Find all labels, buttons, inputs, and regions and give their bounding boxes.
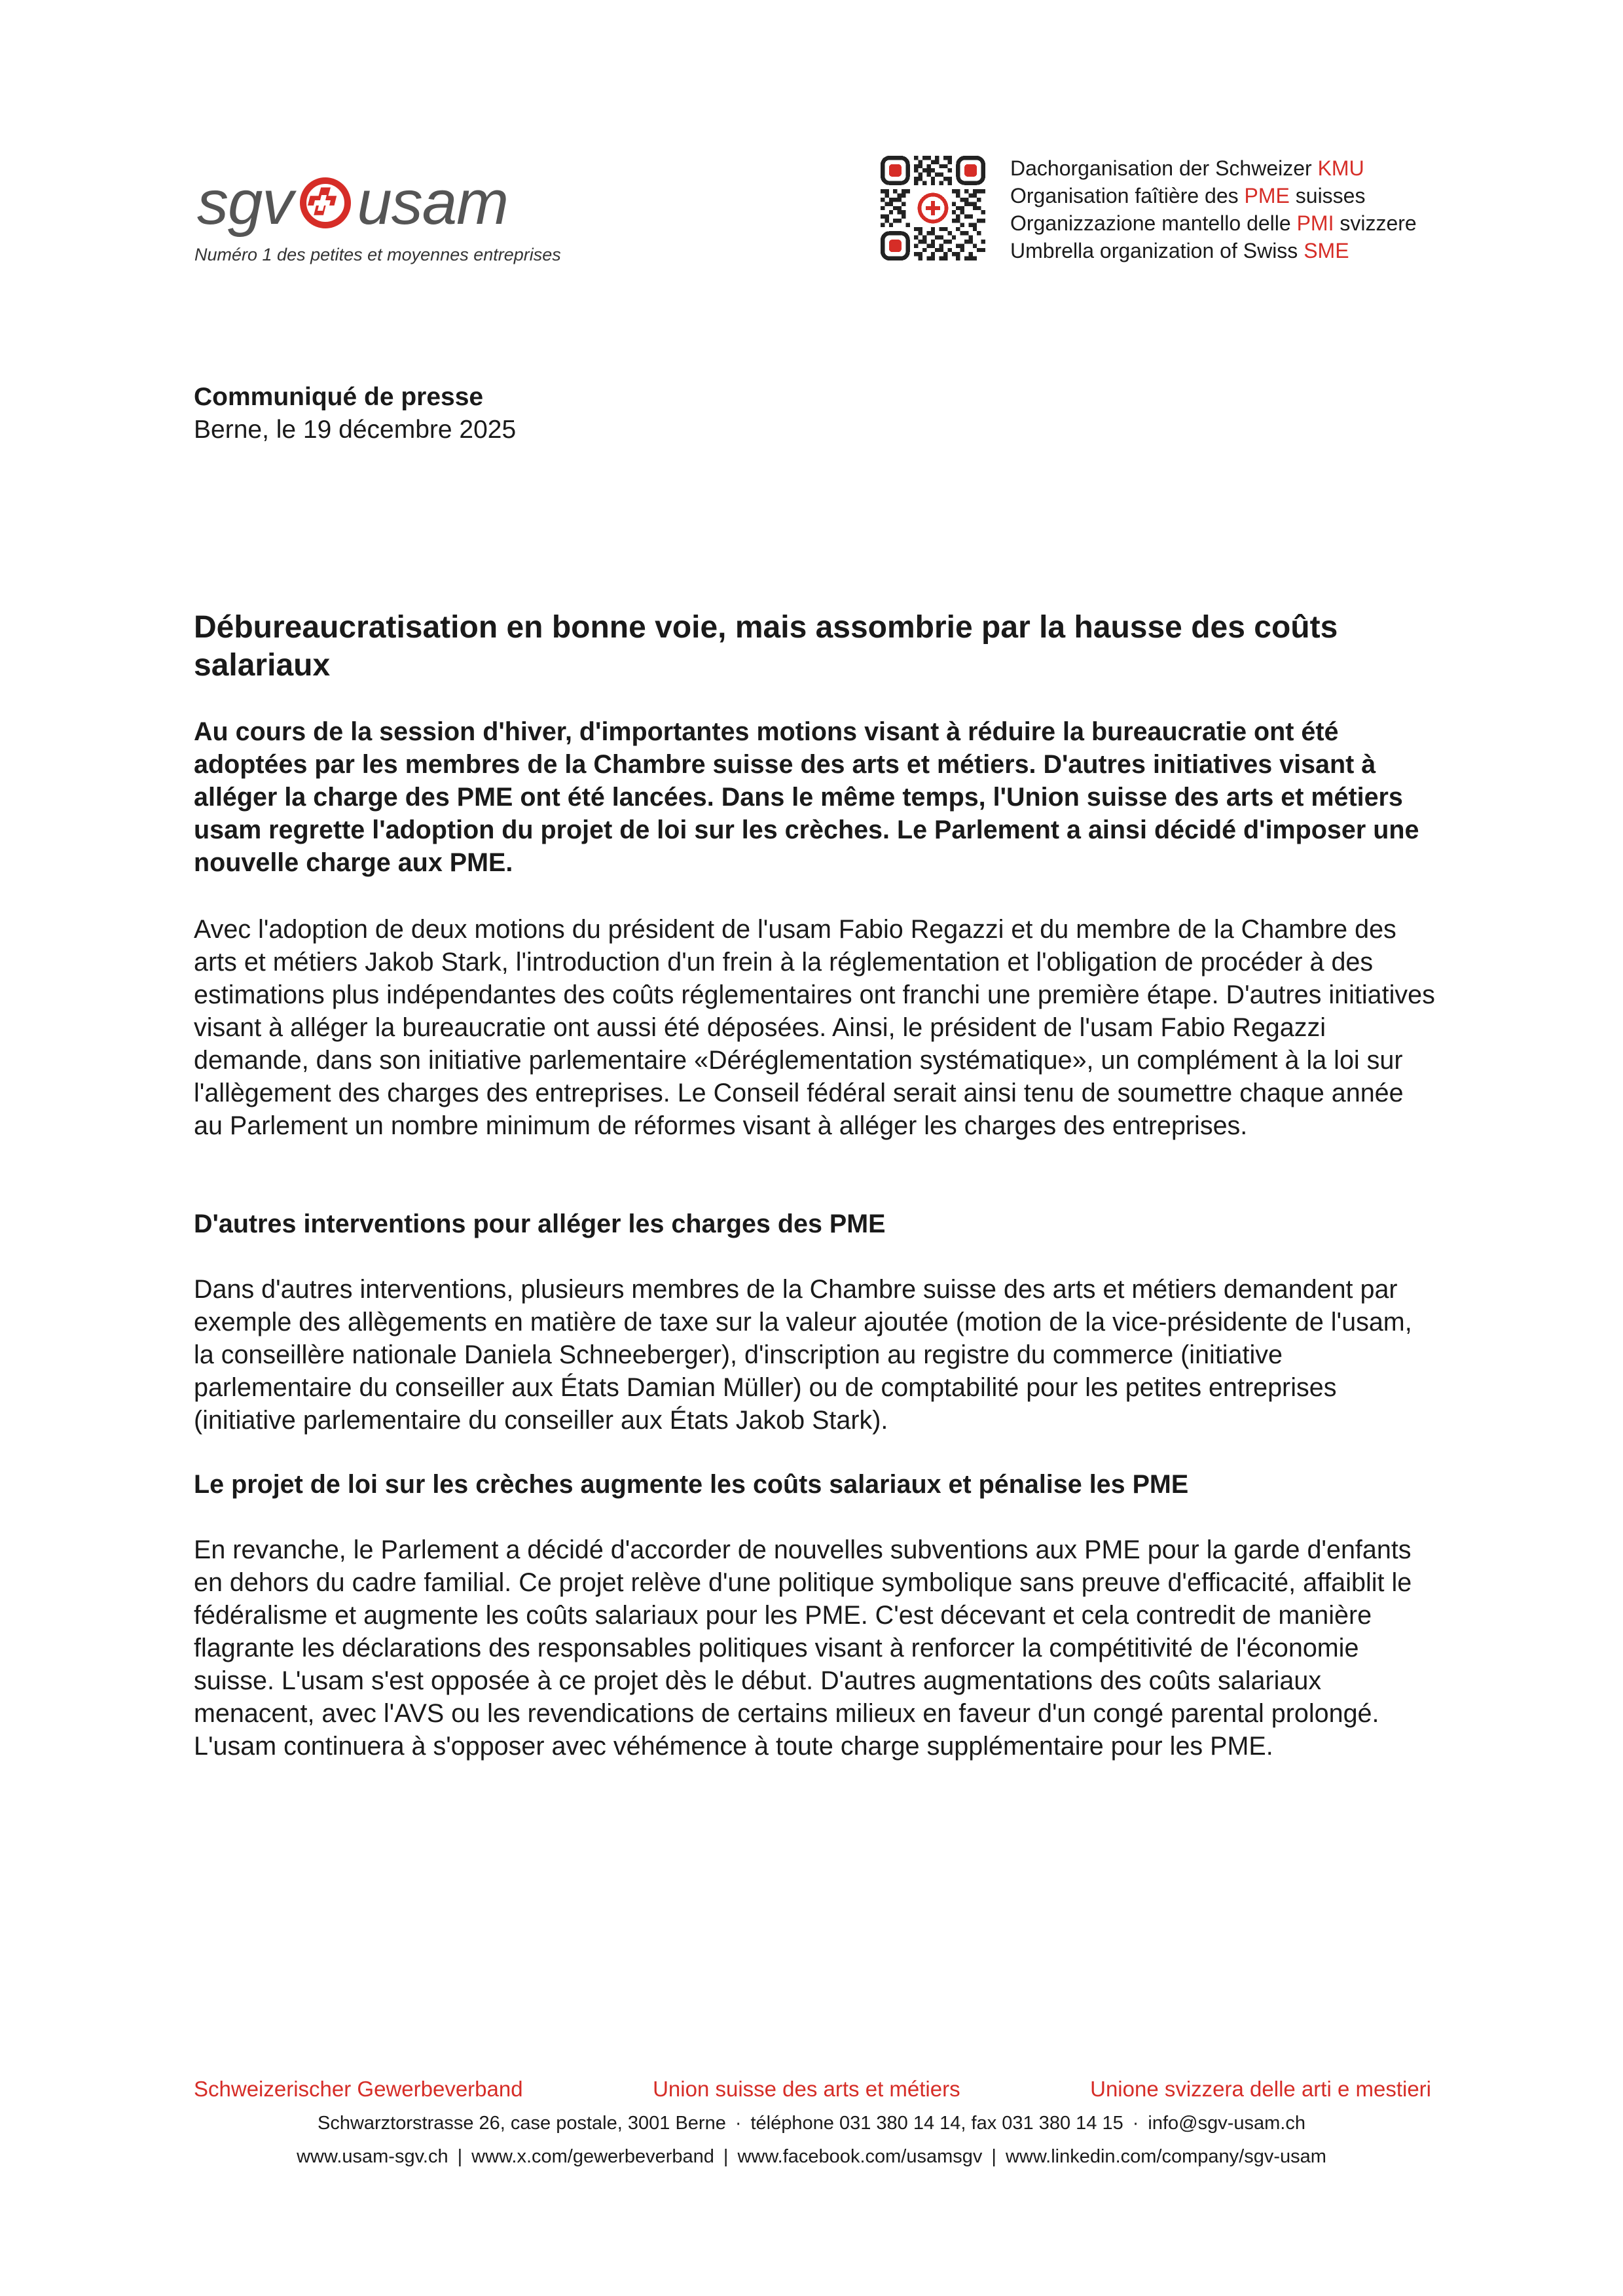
press-release-label: Communiqué de presse bbox=[194, 383, 484, 411]
logo-text-right: usam bbox=[357, 168, 509, 238]
footer-name-it: Unione svizzera delle arti e mestieri bbox=[1090, 2077, 1431, 2101]
qr-finder-top-left bbox=[883, 158, 907, 183]
qr-finder-bottom-left bbox=[883, 233, 907, 258]
footer-link-website[interactable]: www.usam-sgv.ch bbox=[297, 2146, 448, 2167]
org-line-fr: Organisation faîtière des PME suisses bbox=[1010, 184, 1366, 207]
organisation-names bbox=[1010, 154, 1560, 264]
logo bbox=[192, 168, 598, 270]
logo-tagline: Numéro 1 des petites et moyennes entreprises bbox=[194, 245, 561, 264]
org-line-it: Organizzazione mantello delle PMI svizzere bbox=[1010, 211, 1417, 235]
footer-separator: · bbox=[735, 2113, 742, 2134]
document-title: Débureaucratisation en bonne voie, mais assombrie par la hausse des coûts salariaux bbox=[194, 610, 1338, 683]
footer-separator: · bbox=[1132, 2113, 1139, 2134]
press-release-info bbox=[194, 381, 1438, 446]
logo-emblem-icon bbox=[298, 175, 353, 230]
org-line-de: Dachorganisation der Schweizer KMU bbox=[1010, 156, 1364, 180]
footer-link-facebook[interactable]: www.facebook.com/usamsgv bbox=[737, 2146, 983, 2167]
logo-text-left: sgv bbox=[197, 168, 293, 238]
footer-address: Schwarztorstrasse 26, case postale, 3001 Berne bbox=[317, 2113, 726, 2134]
footer-organisation-names bbox=[194, 2076, 1431, 2102]
footer-contact bbox=[0, 2111, 1623, 2136]
qr-center-logo bbox=[916, 191, 949, 224]
section-heading-2: Le projet de loi sur les crèches augmente les coûts salariaux et pénalise les PME bbox=[194, 1470, 1189, 1499]
footer-name-fr: Union suisse des arts et métiers bbox=[653, 2077, 960, 2101]
footer-phone: téléphone 031 380 14 14, fax 031 380 14 15 bbox=[750, 2113, 1123, 2134]
footer-link-linkedin[interactable]: www.linkedin.com/company/sgv-usam bbox=[1005, 2146, 1326, 2167]
footer-name-de: Schweizerischer Gewerbeverband bbox=[194, 2077, 523, 2101]
logo-wordmark bbox=[197, 168, 509, 238]
press-release-date: Berne, le 19 décembre 2025 bbox=[194, 416, 517, 444]
section-heading-1: D'autres interventions pour alléger les charges des PME bbox=[194, 1210, 886, 1238]
lead-paragraph: Au cours de la session d'hiver, d'importantes motions visant à réduire la bureaucratie ont été adoptées par les membres de la Chambre suisse des arts et métiers. D'autres initiatives visant à alléger la charge des PME ont été lancées. Dans le même temps, l'Union suisse des arts et métiers usam regrette l'adoption du projet de loi sur les crèches. Le Parlement a ainsi décidé d'imposer une nouvelle charge aux PME. bbox=[194, 717, 1419, 877]
body-paragraph-2: Dans d'autres interventions, plusieurs membres de la Chambre suisse des arts et métiers demandent par exemple des allègements en matière de taxe sur la valeur ajoutée (motion de la vice-présidente de l'usam, la conseillère nationale Daniela Schneeberger), d'inscription au registre du commerce (initiative parlementaire du conseiller aux États Damian Müller) ou de comptabilité pour les petites entreprises (initiative parlementaire du conseiller aux États Jakob Stark). bbox=[194, 1275, 1412, 1435]
qr-code-icon bbox=[881, 156, 985, 260]
qr-finder-top-right bbox=[958, 158, 983, 183]
footer-email-link[interactable]: info@sgv-usam.ch bbox=[1148, 2113, 1305, 2134]
body-paragraph-3: En revanche, le Parlement a décidé d'accorder de nouvelles subventions aux PME pour la garde d'enfants en dehors du cadre familial. Ce projet relève d'une politique symbolique sans preuve d'efficacité, affaiblit le fédéralisme et augmente les coûts salariaux pour les PME. C'est décevant et cela contredit de manière flagrante les déclarations des responsables politiques visant à renforcer la compétitivité de l'économie suisse. L'usam s'est opposée à ce projet dès le début. D'autres augmentations des coûts salariaux menacent, avec l'AVS ou les revendications de certains milieux en faveur d'un congé parental prolongé. L'usam continuera à s'opposer avec véhémence à toute charge supplémentaire pour les PME. bbox=[194, 1535, 1412, 1761]
footer-web-links: www.usam-sgv.ch | www.x.com/gewerbeverband | www.facebook.com/usamsgv | www.linkedin.com/company/sgv-usam bbox=[297, 2146, 1326, 2167]
org-line-en: Umbrella organization of Swiss SME bbox=[1010, 239, 1349, 262]
footer-link-x[interactable]: www.x.com/gewerbeverband bbox=[471, 2146, 714, 2167]
body-paragraph-1: Avec l'adoption de deux motions du président de l'usam Fabio Regazzi et du membre de la Chambre des arts et métiers Jakob Stark, l'introduction d'un frein à la réglementation et l'obligation de procéder à des estimations plus indépendantes des coûts réglementaires ont franchi une première étape. D'autres initiatives visant à alléger la bureaucratie ont aussi été déposées. Ainsi, le président de l'usam Fabio Regazzi demande, dans son initiative parlementaire «Déréglementation systématique», un complément à la loi sur l'allègement des charges des entreprises. Le Conseil fédéral serait ainsi tenu de soumettre chaque année au Parlement un nombre minimum de réformes visant à alléger les charges des entreprises. bbox=[194, 915, 1435, 1140]
